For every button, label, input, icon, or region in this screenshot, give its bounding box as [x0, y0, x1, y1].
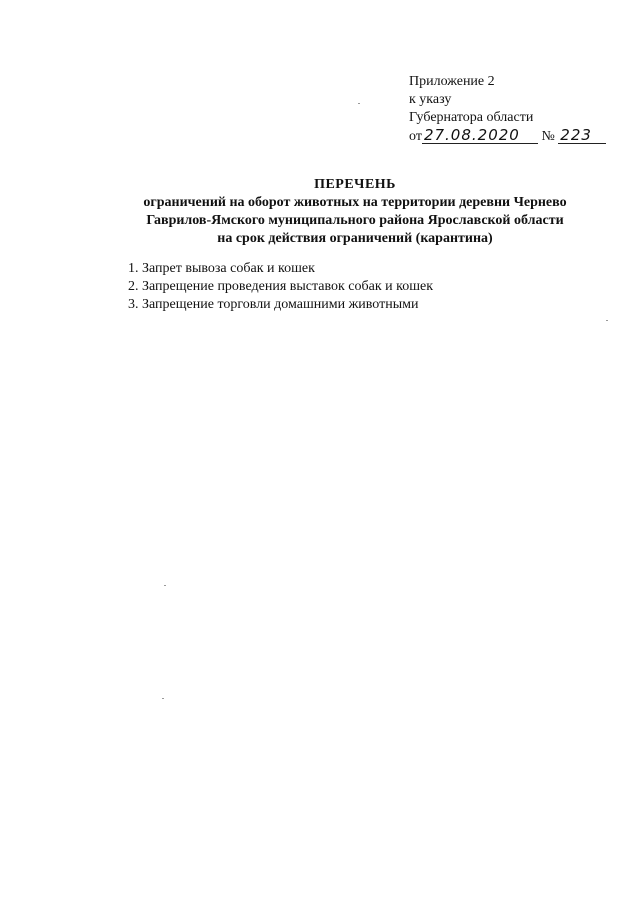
- appendix-block: [409, 73, 606, 146]
- appendix-governor: Губернатора области: [409, 110, 534, 125]
- handwritten-number: 223: [558, 127, 606, 144]
- from-prefix: от: [409, 129, 422, 144]
- document-title: [100, 176, 610, 248]
- handwritten-date: 27.08.2020: [422, 127, 538, 144]
- scan-speck: [162, 698, 164, 699]
- scan-speck: [606, 320, 608, 321]
- number-sign: №: [541, 129, 555, 144]
- title-heading: ПЕРЕЧЕНЬ: [314, 177, 396, 192]
- list-item: 2. Запрещение проведения выставок собак и кошек: [128, 279, 434, 294]
- title-line-2: Гаврилов-Ямского муниципального района Ярославской области: [146, 213, 564, 228]
- appendix-number: Приложение 2: [409, 74, 495, 89]
- appendix-to-decree: к указу: [409, 92, 452, 107]
- title-line-3: на срок действия ограничений (карантина): [217, 231, 493, 246]
- list-item: 3. Запрещение торговли домашними животными: [128, 297, 419, 312]
- appendix-date-line: [409, 127, 606, 146]
- restrictions-list: [128, 260, 433, 314]
- scan-speck: [358, 103, 360, 104]
- scan-speck: [164, 585, 166, 586]
- list-item: 1. Запрет вывоза собак и кошек: [128, 261, 315, 276]
- title-line-1: ограничений на оборот животных на территории деревни Чернево: [143, 195, 567, 210]
